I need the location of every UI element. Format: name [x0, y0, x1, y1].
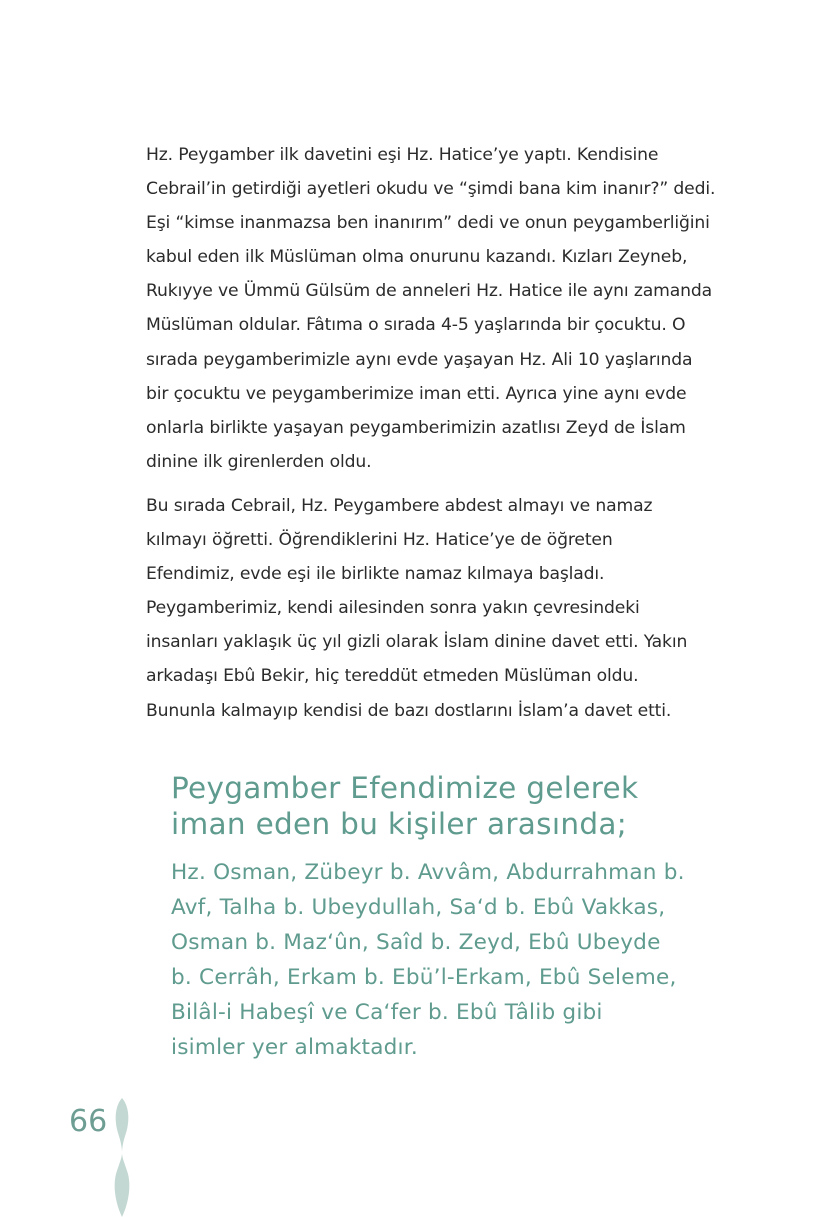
paragraph-1: [146, 138, 716, 479]
paragraph-line: arkadaşı Ebû Bekir, hiç tereddüt etmeden Müslüman oldu.: [146, 666, 639, 687]
paragraph-line: Müslüman oldular. Fâtıma o sırada 4-5 yaşlarında bir çocuktu. O: [146, 315, 686, 336]
paragraph-2: [146, 489, 696, 728]
callout-body-line: Bilâl-i Habeşî ve Ca‘fer b. Ebû Tâlib gibi: [171, 999, 603, 1025]
paragraph-line: Peygamberimiz, kendi ailesinden sonra yakın çevresindeki: [146, 598, 640, 619]
paragraph-line: Cebrail’in getirdiği ayetleri okudu ve “şimdi bana kim inanır?” dedi.: [146, 179, 716, 200]
paragraph-line: Bununla kalmayıp kendisi de bazı dostlarını İslam’a davet etti.: [146, 700, 672, 721]
paragraph-line: sırada peygamberimizle aynı evde yaşayan Hz. Ali 10 yaşlarında: [146, 349, 693, 370]
paragraph-line: Rukıyye ve Ümmü Gülsüm de anneleri Hz. Hatice ile aynı zamanda: [146, 281, 712, 302]
paragraph-line: Bu sırada Cebrail, Hz. Peygambere abdest almayı ve namaz: [146, 496, 653, 516]
callout-body-line: Osman b. Maz‘ûn, Saîd b. Zeyd, Ebû Ubeyde: [171, 929, 661, 955]
paragraph-line: Hz. Peygamber ilk davetini eşi Hz. Hatice’ye yaptı. Kendisine: [146, 145, 659, 165]
callout-names-list: [171, 856, 685, 1065]
paragraph-line: insanları yaklaşık üç yıl gizli olarak İslam dinine davet etti. Yakın: [146, 632, 688, 653]
paragraph-line: onlarla birlikte yaşayan peygamberimizin azatlısı Zeyd de İslam: [146, 417, 686, 438]
paragraph-line: Efendimiz, evde eşi ile birlikte namaz kılmaya başladı.: [146, 564, 605, 585]
paragraph-line: kılmayı öğretti. Öğrendiklerini Hz. Hatice’ye de öğreten: [146, 530, 613, 551]
paragraph-line: bir çocuktu ve peygamberimize iman etti. Ayrıca yine aynı evde: [146, 383, 687, 404]
callout-body-line: Avf, Talha b. Ubeydullah, Sa‘d b. Ebû Vakkas,: [171, 894, 666, 920]
callout-body-line: b. Cerrâh, Erkam b. Ebü’l-Erkam, Ebû Seleme,: [171, 964, 677, 990]
ornament-shape: [115, 1098, 130, 1217]
callout-heading: [171, 770, 638, 842]
paragraph-line: Eşi “kimse inanmazsa ben inanırım” dedi ve onun peygamberliğini: [146, 213, 710, 234]
callout-heading-line: iman eden bu kişiler arasında;: [171, 807, 627, 841]
paragraph-line: dinine ilk girenlerden oldu.: [146, 451, 372, 472]
page-number: 66: [69, 1104, 108, 1139]
callout-heading-line: Peygamber Efendimize gelerek: [171, 771, 639, 805]
callout-body-line: isimler yer almaktadır.: [171, 1034, 418, 1060]
page-ornament-icon: [109, 1098, 135, 1217]
paragraph-line: kabul eden ilk Müslüman olma onurunu kazandı. Kızları Zeyneb,: [146, 247, 688, 268]
callout-body-line: Hz. Osman, Zübeyr b. Avvâm, Abdurrahman b.: [171, 860, 685, 885]
